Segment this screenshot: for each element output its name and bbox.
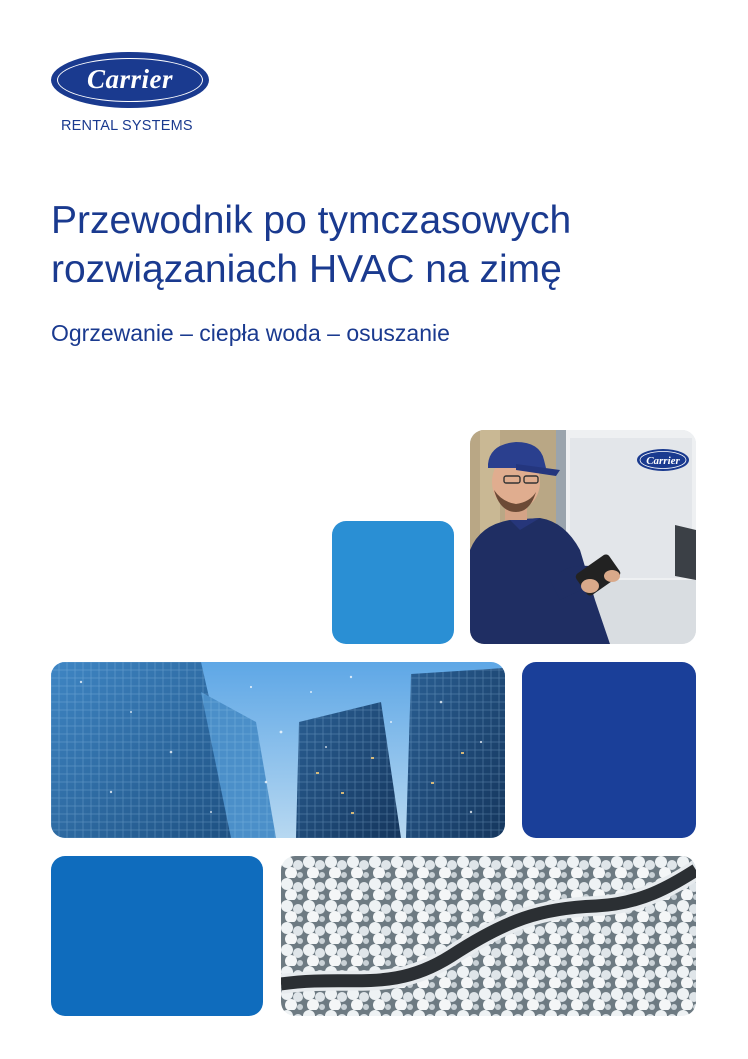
winter-skyscrapers-photo [51, 662, 505, 838]
decorative-tile-navy [522, 662, 696, 838]
title-line-2: rozwiązaniach HVAC na zimę [51, 248, 562, 291]
unit-carrier-logo [637, 449, 689, 471]
snowy-forest-road-photo [281, 856, 696, 1016]
carrier-logo [51, 52, 211, 136]
logo-wordmark: Carrier [86, 64, 174, 94]
page-title [51, 196, 711, 294]
decorative-tile-light-blue [332, 521, 454, 644]
unit-logo-text: Carrier [646, 455, 680, 467]
decorative-tile-blue [51, 856, 263, 1016]
page-subtitle: Ogrzewanie – ciepła woda – osuszanie [51, 320, 450, 346]
technician-photo [470, 430, 696, 644]
logo-subtitle: RENTAL SYSTEMS [61, 118, 193, 134]
title-line-1: Przewodnik po tymczasowych [51, 199, 572, 242]
